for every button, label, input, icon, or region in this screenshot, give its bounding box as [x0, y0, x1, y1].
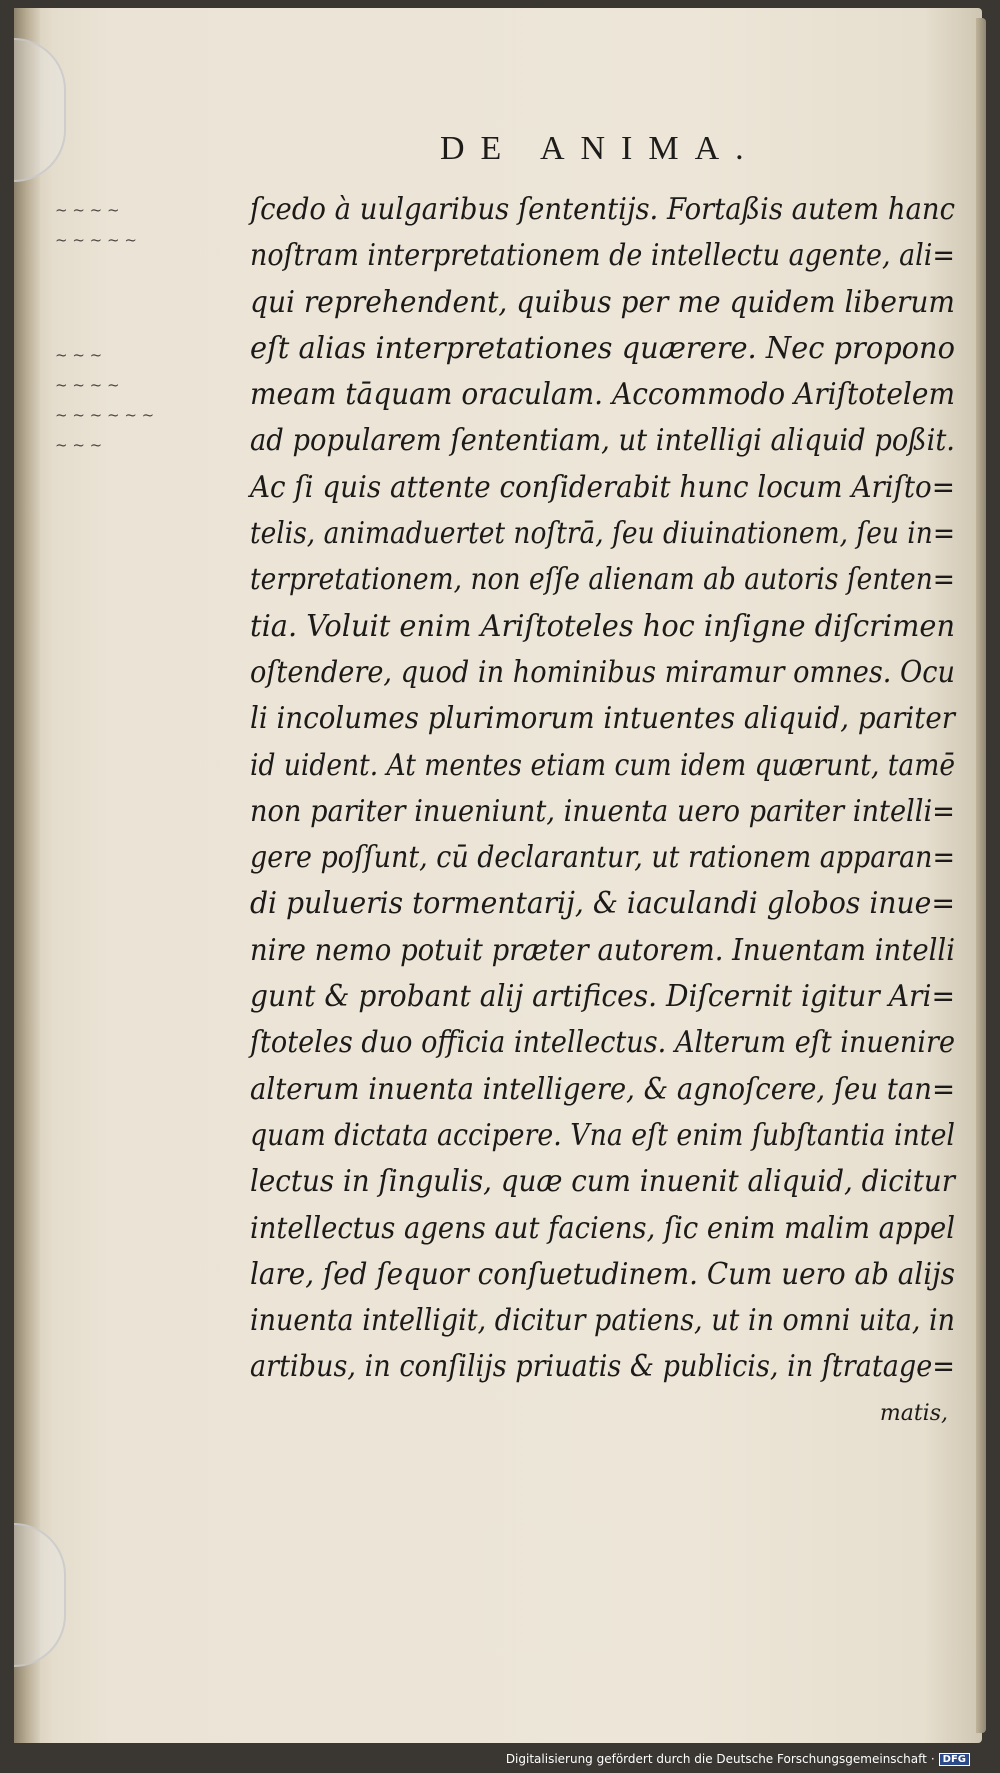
text-line — [250, 1020, 960, 1066]
text-line-content: inuenta intelligit, dicitur patiens, ut in omni uita, in — [250, 1303, 955, 1339]
body-text — [250, 187, 960, 1437]
running-header: DE ANIMA. — [440, 130, 760, 167]
text-line-content: nire nemo potuit præter autorem. Inuentam intelli — [250, 932, 955, 968]
text-line-content: tia. Voluit enim Ariſtoteles hoc inſigne diſcrimen — [250, 608, 955, 644]
text-line — [250, 650, 960, 696]
text-line — [250, 743, 960, 789]
page-edge — [976, 18, 986, 1733]
page-clip-top — [14, 38, 66, 182]
text-line-content: lare, ſed ſequor conſuetudinem. Cum uero ab alijs — [250, 1256, 955, 1292]
text-line — [250, 280, 960, 326]
text-line — [250, 557, 960, 603]
text-line-content: ad popularem ſententiam, ut intelligi aliquid poßit. — [250, 423, 955, 459]
margin-note-scribble: ~ ~ ~ ~ ~ — [55, 231, 137, 249]
text-line — [250, 1159, 960, 1205]
text-line-content: li incolumes plurimorum intuentes aliquid, pariter — [250, 701, 955, 737]
text-line-content: telis, animaduertet noſtrā, ſeu diuinationem, ſeu in= — [250, 516, 955, 552]
text-line — [250, 1252, 960, 1298]
text-line — [250, 372, 960, 418]
text-line-content: Ac ſi quis attente conſiderabit hunc locum Ariſto= — [250, 469, 955, 505]
text-line-content: noſtram interpretationem de intellectu agente, ali= — [250, 238, 955, 274]
text-line — [250, 418, 960, 464]
text-line-content: intellectus agens aut faciens, ſic enim malim appel — [250, 1210, 955, 1246]
text-line — [250, 835, 960, 881]
margin-note-scribble: ~ ~ ~ ~ — [55, 201, 120, 219]
text-line — [250, 1298, 960, 1344]
text-line — [250, 326, 960, 372]
text-line — [250, 511, 960, 557]
text-line — [250, 1067, 960, 1113]
text-line — [250, 1113, 960, 1159]
text-line — [250, 789, 960, 835]
text-line — [250, 928, 960, 974]
margin-note-scribble: ~ ~ ~ ~ ~ ~ — [55, 406, 155, 424]
text-line-content: ſcedo à uulgaribus ſententijs. Fortaßis autem hanc — [250, 192, 955, 227]
footer-credit: Digitalisierung gefördert durch die Deutsche Forschungsgemeinschaft · DFG — [506, 1752, 970, 1766]
text-line-content: ſtoteles duo officia intellectus. Alterum eſt inuenire — [250, 1025, 955, 1061]
text-line — [250, 1391, 960, 1437]
text-line-content: artibus, in conſilijs priuatis & publicis, in ſtratage= — [250, 1349, 955, 1385]
text-line-content: terpretationem, non eſſe alienam ab autoris ſenten= — [250, 562, 955, 598]
text-line-content: meam tāquam oraculam. Accommodo Ariſtotelem — [250, 377, 955, 413]
text-line-content: gunt & probant alij artifices. Diſcernit igitur Ari= — [250, 979, 955, 1015]
text-line — [250, 465, 960, 511]
text-line — [250, 233, 960, 279]
text-line — [250, 604, 960, 650]
text-line-content: quam dictata accipere. Vna eſt enim ſubſtantia intel — [250, 1117, 955, 1153]
text-line-content: alterum inuenta intelligere, & agnoſcere, ſeu tan= — [250, 1071, 955, 1107]
text-line — [250, 1206, 960, 1252]
margin-note-scribble: ~ ~ ~ — [55, 436, 103, 454]
text-line-content: di pulueris tormentarij, & iaculandi globos inue= — [250, 886, 955, 922]
text-line-content: eſt alias interpretationes quærere. Nec propono — [250, 330, 955, 366]
text-line-content: matis, — [879, 1400, 948, 1426]
page-binding — [14, 8, 40, 1743]
text-line — [250, 696, 960, 742]
text-line — [250, 1344, 960, 1390]
handwritten-margin-notes — [55, 195, 235, 460]
text-line-content: gere poſſunt, cū declarantur, ut rationem apparan= — [250, 840, 955, 876]
text-line — [250, 974, 960, 1020]
footer-text: Digitalisierung gefördert durch die Deutsche Forschungsgemeinschaft — [505, 1752, 927, 1766]
text-line-content: qui reprehendent, quibus per me quidem liberum — [250, 284, 955, 320]
text-line — [250, 881, 960, 927]
dfg-logo: DFG — [939, 1753, 970, 1766]
text-line — [250, 187, 960, 233]
margin-note-scribble: ~ ~ ~ ~ — [55, 376, 120, 394]
margin-note-scribble: ~ ~ ~ — [55, 346, 103, 364]
page-clip-bottom — [14, 1523, 66, 1667]
text-line-content: lectus in ſingulis, quæ cum inuenit aliquid, dicitur — [250, 1164, 955, 1200]
text-line-content: non pariter inueniunt, inuenta uero pariter intelli= — [250, 793, 955, 829]
text-line-content: id uident. At mentes etiam cum idem quærunt, tamē — [250, 747, 955, 783]
text-line-content: oſtendere, quod in hominibus miramur omnes. Ocu — [250, 654, 955, 690]
